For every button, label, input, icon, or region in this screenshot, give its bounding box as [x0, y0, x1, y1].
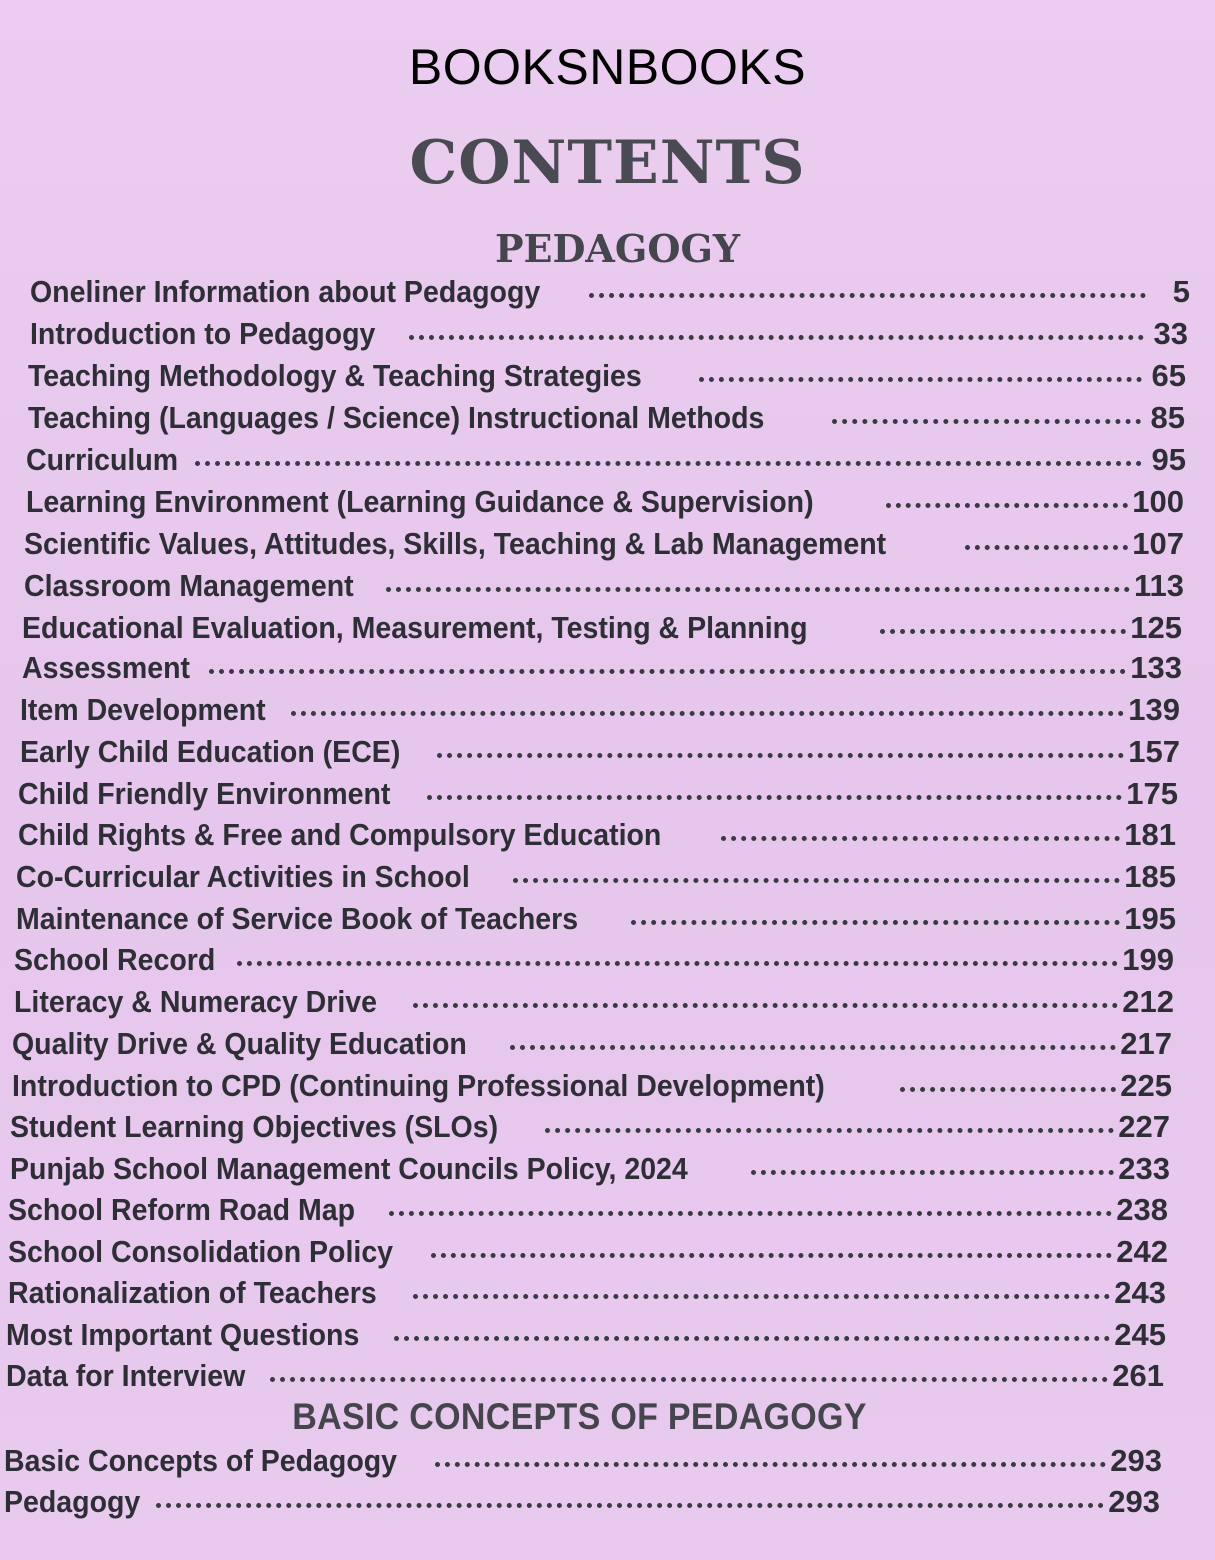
toc-entry[interactable] — [26, 440, 1186, 480]
toc-entry[interactable] — [6, 1315, 1166, 1355]
toc-entry-title: Child Friendly Environment — [18, 776, 391, 811]
toc-entry[interactable] — [22, 608, 1182, 648]
toc-entry-page: 95 — [1151, 442, 1186, 477]
toc-entry-title: Introduction to CPD (Continuing Professional Development) — [12, 1068, 825, 1103]
toc-entry-page: 5 — [1172, 274, 1190, 309]
leader-dots — [413, 1284, 1110, 1299]
toc-entry[interactable] — [28, 398, 1185, 438]
toc-entry-page: 157 — [1128, 734, 1180, 769]
toc-entry-title: Rationalization of Teachers — [8, 1275, 377, 1310]
leader-dots — [413, 993, 1119, 1008]
toc-entry[interactable] — [4, 1441, 1162, 1481]
toc-entry-title: Student Learning Objectives (SLOs) — [10, 1109, 499, 1144]
leader-dots — [589, 283, 1146, 298]
toc-entry-title: Quality Drive & Quality Education — [12, 1026, 467, 1061]
leader-dots — [389, 1201, 1112, 1216]
leader-dots — [237, 951, 1119, 966]
toc-entry[interactable] — [24, 524, 1184, 564]
toc-entry-page: 242 — [1116, 1234, 1168, 1269]
toc-entry-title: Oneliner Information about Pedagogy — [30, 274, 541, 309]
toc-entry-page: 113 — [1133, 568, 1184, 603]
toc-entry-page: 293 — [1110, 1443, 1162, 1478]
toc-entry[interactable] — [24, 566, 1184, 606]
toc-entry-title: Maintenance of Service Book of Teachers — [16, 901, 579, 936]
toc-entry-page: 181 — [1124, 817, 1176, 852]
toc-entry-page: 233 — [1118, 1151, 1170, 1186]
leader-dots — [431, 1243, 1113, 1258]
leader-dots — [965, 535, 1128, 550]
toc-entry[interactable] — [16, 899, 1176, 939]
toc-entry-page: 133 — [1130, 650, 1182, 685]
section-heading-basic-concepts: BASIC CONCEPTS OF PEDAGOGY — [292, 1396, 867, 1438]
leader-dots — [886, 493, 1128, 508]
toc-entry-title: Child Rights & Free and Compulsory Education — [18, 817, 662, 852]
toc-entry-page: 217 — [1120, 1026, 1172, 1061]
toc-entry[interactable] — [10, 1149, 1170, 1189]
toc-entry-title: Punjab School Management Councils Policy, 2024 — [10, 1151, 688, 1186]
leader-dots — [435, 1452, 1106, 1467]
toc-entry-title: School Record — [14, 942, 216, 977]
leader-dots — [409, 325, 1144, 340]
toc-entry-page: 65 — [1151, 358, 1186, 393]
toc-entry[interactable] — [22, 648, 1182, 688]
leader-dots — [291, 701, 1124, 716]
toc-entry-page: 185 — [1124, 859, 1176, 894]
toc-entry[interactable] — [16, 857, 1176, 897]
toc-entry[interactable] — [4, 1482, 1160, 1522]
toc-entry-title: Literacy & Numeracy Drive — [14, 984, 378, 1019]
leader-dots — [721, 826, 1120, 841]
toc-entry-page: 125 — [1130, 610, 1182, 645]
toc-entry[interactable] — [6, 1356, 1164, 1396]
toc-entry-title: Educational Evaluation, Measurement, Testing & Planning — [22, 610, 808, 645]
toc-entry-title: Early Child Education (ECE) — [20, 734, 401, 769]
leader-dots — [195, 451, 1142, 466]
watermark-text: BOOKSNBOOKS — [408, 39, 807, 95]
toc-entry[interactable] — [20, 732, 1180, 772]
toc-entry[interactable] — [18, 815, 1176, 855]
contents-heading: CONTENTS — [409, 128, 806, 198]
toc-entry-page: 100 — [1132, 484, 1184, 519]
toc-entry[interactable] — [14, 982, 1174, 1022]
leader-dots — [900, 1077, 1117, 1092]
toc-entry-title: Curriculum — [26, 442, 179, 477]
toc-entry[interactable] — [28, 356, 1186, 396]
leader-dots — [880, 619, 1126, 634]
toc-entry-page: 293 — [1108, 1484, 1160, 1519]
toc-entry[interactable] — [12, 1024, 1172, 1064]
toc-entry-page: 225 — [1120, 1068, 1172, 1103]
leader-dots — [699, 367, 1142, 382]
toc-entry[interactable] — [30, 272, 1190, 312]
leader-dots — [209, 659, 1127, 674]
toc-entry-title: School Reform Road Map — [8, 1192, 356, 1227]
toc-entry[interactable] — [12, 1066, 1172, 1106]
toc-entry[interactable] — [8, 1190, 1168, 1230]
toc-entry-page: 85 — [1150, 400, 1185, 435]
leader-dots — [156, 1493, 1104, 1508]
leader-dots — [427, 785, 1123, 800]
leader-dots — [513, 868, 1120, 883]
toc-entry-page: 175 — [1126, 776, 1178, 811]
toc-entry[interactable] — [14, 940, 1174, 980]
toc-entry-page: 33 — [1153, 316, 1188, 351]
leader-dots — [437, 743, 1124, 758]
toc-entry[interactable] — [30, 314, 1188, 354]
toc-entry-title: Pedagogy — [4, 1484, 141, 1519]
toc-entry-page: 195 — [1124, 901, 1176, 936]
leader-dots — [832, 409, 1141, 424]
toc-entry-title: Co-Curricular Activities in School — [16, 859, 470, 894]
leader-dots — [394, 1326, 1110, 1341]
toc-entry-title: Teaching Methodology & Teaching Strategies — [28, 358, 642, 393]
toc-entry-page: 227 — [1118, 1109, 1170, 1144]
toc-entry-title: Data for Interview — [6, 1358, 246, 1393]
toc-entry-title: Basic Concepts of Pedagogy — [4, 1443, 398, 1478]
toc-entry-title: Learning Environment (Learning Guidance & Supervision) — [26, 484, 814, 519]
toc-entry[interactable] — [10, 1107, 1170, 1147]
toc-entry-page: 245 — [1114, 1317, 1166, 1352]
leader-dots — [270, 1367, 1108, 1382]
toc-entry-title: Assessment — [22, 650, 191, 685]
toc-entry-page: 238 — [1116, 1192, 1168, 1227]
toc-entry-title: Item Development — [20, 692, 266, 727]
toc-entry-page: 212 — [1122, 984, 1174, 1019]
leader-dots — [631, 910, 1120, 925]
toc-entry-page: 199 — [1122, 942, 1174, 977]
toc-entry-title: School Consolidation Policy — [8, 1234, 394, 1269]
toc-entry[interactable] — [8, 1273, 1166, 1313]
toc-entry-page: 261 — [1112, 1358, 1164, 1393]
toc-entry-page: 107 — [1132, 526, 1184, 561]
leader-dots — [386, 577, 1130, 592]
leader-dots — [751, 1160, 1115, 1175]
toc-entry[interactable] — [18, 774, 1178, 814]
toc-entry-title: Most Important Questions — [6, 1317, 360, 1352]
toc-entry-page: 243 — [1114, 1275, 1166, 1310]
toc-entry[interactable] — [8, 1232, 1168, 1272]
leader-dots — [510, 1035, 1116, 1050]
toc-entry[interactable] — [26, 482, 1184, 522]
toc-entry[interactable] — [20, 690, 1180, 730]
toc-entry-page: 139 — [1128, 692, 1180, 727]
toc-entry-title: Scientific Values, Attitudes, Skills, Teaching & Lab Management — [24, 526, 887, 561]
section-heading-pedagogy: PEDAGOGY — [494, 226, 741, 271]
toc-entry-title: Introduction to Pedagogy — [30, 316, 376, 351]
leader-dots — [545, 1118, 1115, 1133]
toc-entry-title: Teaching (Languages / Science) Instructional Methods — [28, 400, 765, 435]
toc-entry-title: Classroom Management — [24, 568, 354, 603]
